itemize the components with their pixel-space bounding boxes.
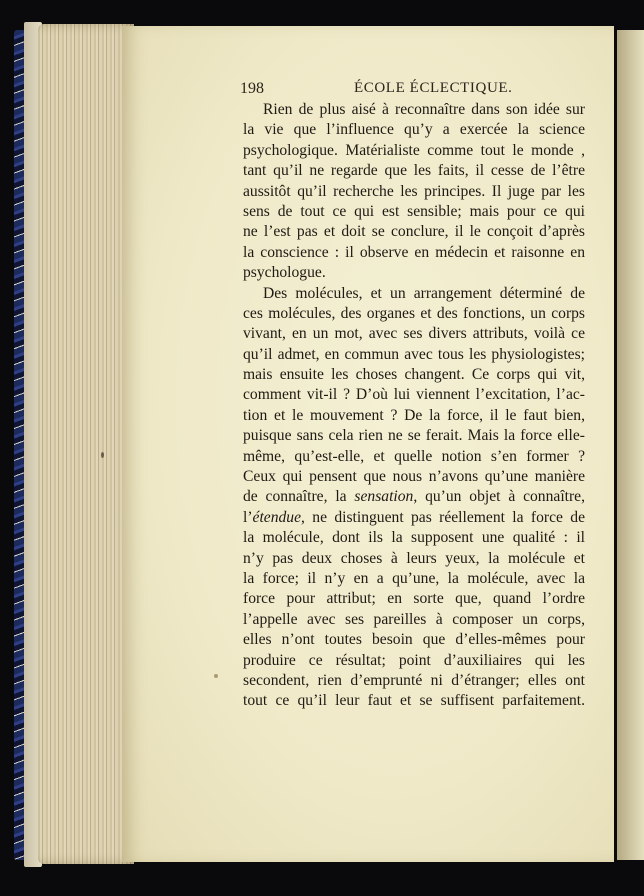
text-line: de connaître, la sensation, qu’un objet à connaître, <box>243 488 586 506</box>
text-line: Ceux qui pensent que nous n’avons qu’une manière <box>243 468 585 486</box>
running-title: ÉCOLE ÉCLECTIQUE. <box>354 80 513 96</box>
text-line: l’étendue, ne distinguent pas réellement la force de <box>243 508 585 526</box>
text-line: la conscience : il observe en médecin et raisonne en <box>243 243 585 261</box>
text-line: comment vit-il ? D’où lui viennent l’excitation, l’ac- <box>243 386 585 404</box>
emphasized-word: étendue <box>252 508 302 526</box>
paper-speck <box>214 674 218 678</box>
text-line: Des molécules, et un arrangement déterminé de <box>263 284 585 302</box>
text-line: elles n’ont toutes besoin que d’elles-mêmes pour <box>243 631 585 649</box>
text-line: puisque sans cela rien ne se ferait. Mais la force elle- <box>243 427 585 445</box>
text-line: tant qu’il ne regarde que les faits, il cesse de l’être <box>243 162 585 180</box>
text-line: qu’il admet, en commun avec tous les physiologistes; <box>243 345 585 363</box>
text-line: la molécule, dont ils la supposent une qualité : il <box>243 529 585 547</box>
paragraph-2 <box>243 284 585 712</box>
text-line: psychologique. Matérialiste comme tout le monde , <box>243 141 585 159</box>
text-line: n’y pas deux choses à leurs yeux, la molécule et <box>243 549 585 567</box>
text-line: aussitôt qu’il recherche les principes. Il juge par les <box>243 182 585 200</box>
paragraph-1 <box>243 100 585 284</box>
text-line: tout ce qu’il leur faut et se suffisent parfaitement. <box>243 692 585 710</box>
text-line: tion et le mouvement ? De la force, il le faut bien, <box>243 406 585 424</box>
emphasized-word: sensation <box>354 488 414 506</box>
text-line: psychologue. <box>243 264 326 282</box>
facing-page-edge <box>617 30 644 860</box>
text-line: force pour attribut; en sorte que, quand l’ordre <box>243 590 585 608</box>
text-line: l’appelle avec ses pareilles à composer un corps, <box>243 610 585 628</box>
text-line: mais ensuite les choses changent. Ce corps qui vit, <box>243 366 585 384</box>
text-line: la vie que l’influence qu’y a exercée la science <box>243 121 585 139</box>
running-head <box>240 80 590 102</box>
page-number: 198 <box>240 80 264 97</box>
text-line: Rien de plus aisé à reconnaître dans son idée sur <box>263 101 585 118</box>
paper-speck <box>101 452 104 458</box>
page-block-edges <box>38 24 134 864</box>
text-line: même, qu’est-elle, et quelle notion s’en former ? <box>243 447 585 465</box>
text-line: sens de tout ce qui est sensible; mais pour ce qui <box>243 202 585 220</box>
text-line: produire ce résultat; point d’auxiliaires qui les <box>243 651 585 669</box>
body-text <box>243 100 585 712</box>
text-line: ne l’est pas et doit se conclure, il le conçoit d’après <box>243 223 585 241</box>
text-line: la force; il n’y en a qu’une, la molécule, avec la <box>243 569 585 587</box>
text-line: vivant, en un mot, avec ses divers attributs, voilà ce <box>243 325 585 343</box>
text-line: ces molécules, des organes et des fonctions, un corps <box>243 304 585 322</box>
text-line: secondent, rien d’emprunté ni d’étranger; elles ont <box>243 671 585 689</box>
